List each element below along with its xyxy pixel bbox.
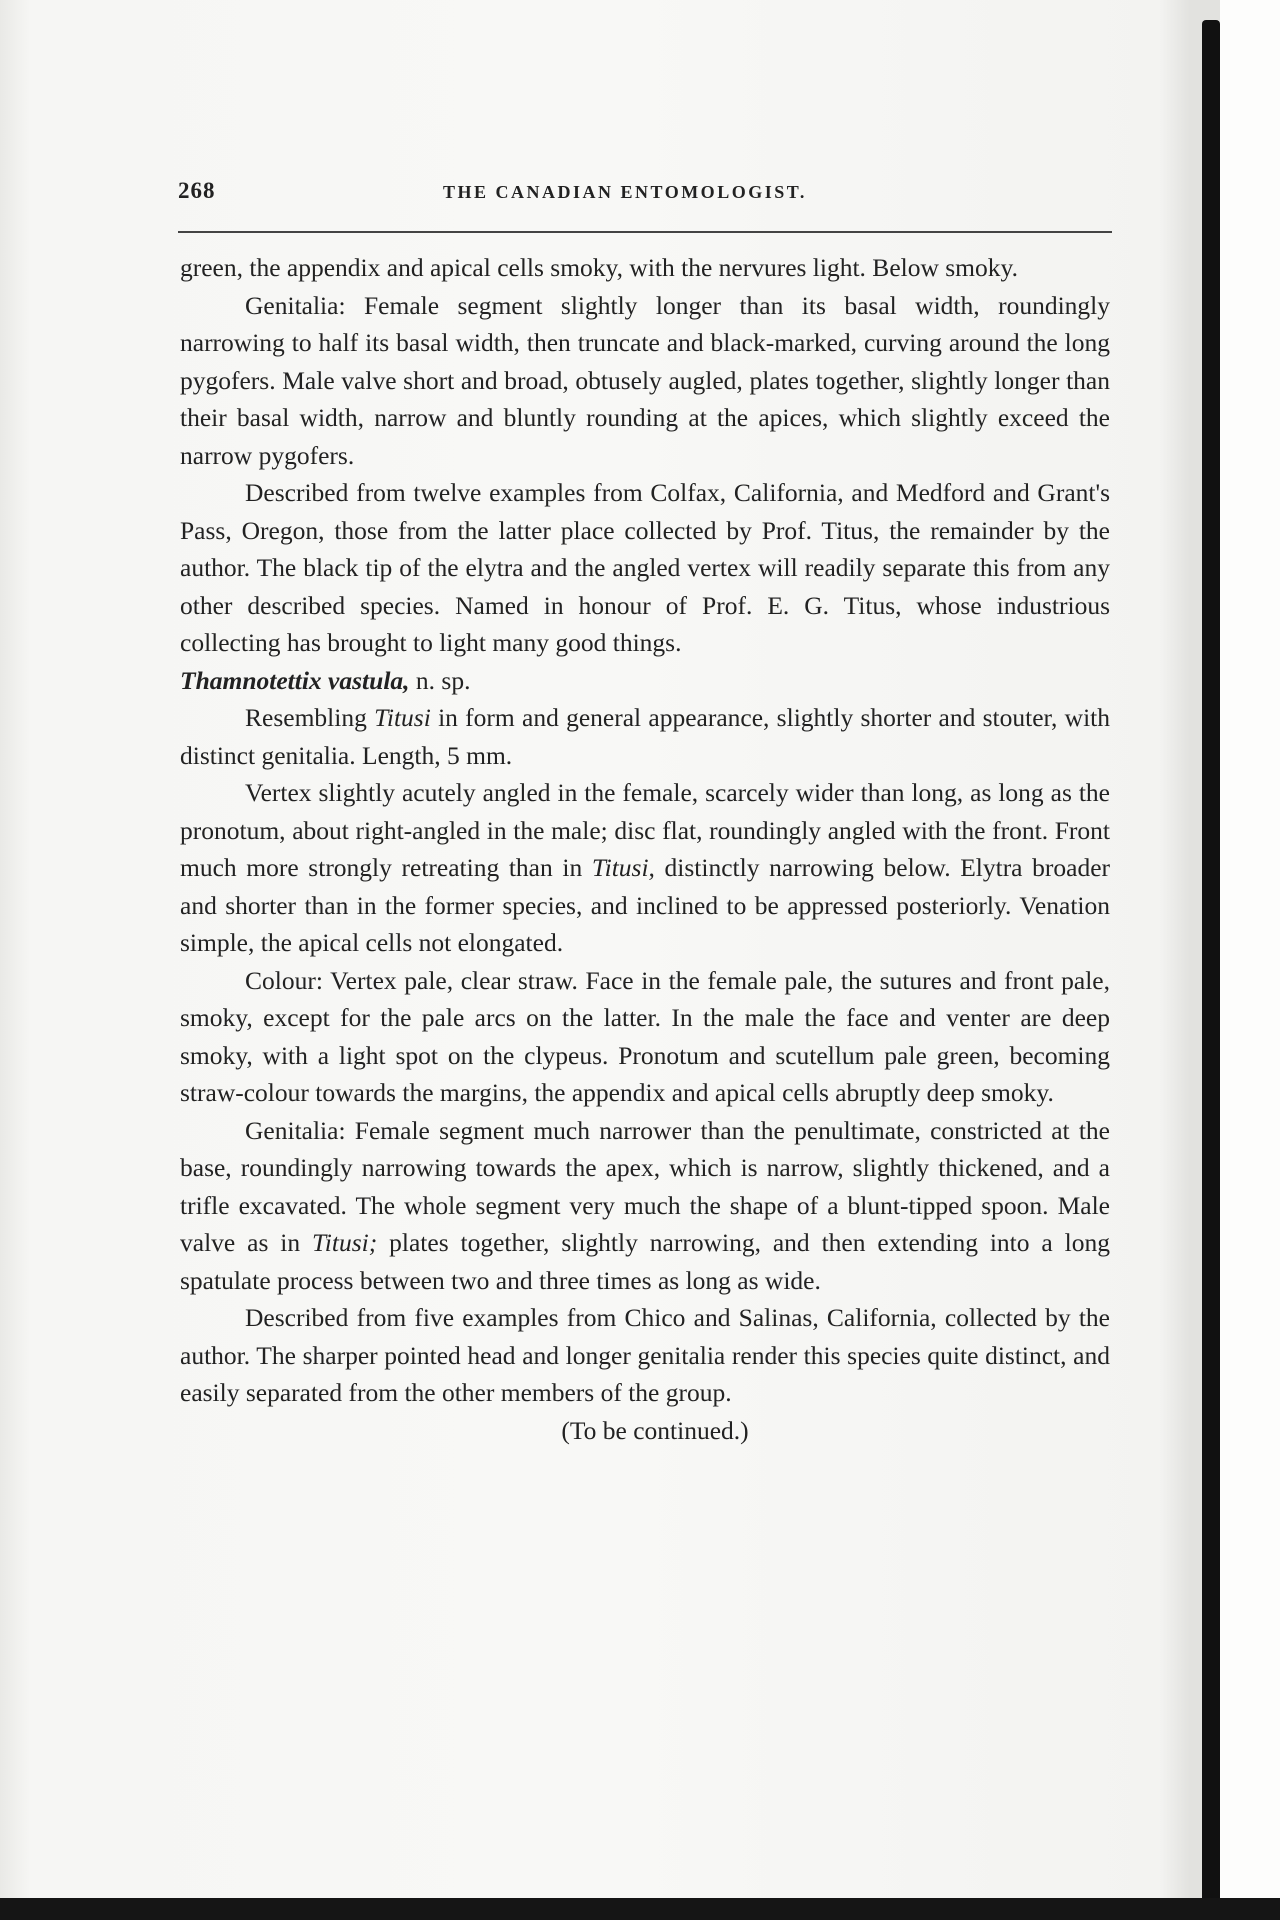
paragraph-7-italic: Titusi;: [312, 1228, 378, 1257]
paragraph-5: [180, 774, 1110, 962]
paragraph-4-text-a: Resembling: [245, 703, 375, 732]
paragraph-7-text-b: plates together, slightly narrowing, and then extending into a long spatulate process between two and three times as long as wide.: [180, 1228, 1110, 1295]
paragraph-4: [180, 699, 1110, 774]
species-heading: [180, 662, 1110, 700]
bottom-edge: [0, 1898, 1280, 1920]
paragraph-4-text-b: in form and general appearance, slightly shorter and stouter, with distinct genitalia. Length, 5 mm.: [180, 703, 1110, 770]
paragraph-1: green, the appendix and apical cells smoky, with the nervures light. Below smoky.: [180, 253, 1018, 282]
species-name: Thamnotettix vastula,: [180, 665, 410, 695]
paragraph-7: [180, 1112, 1110, 1300]
right-margin: [1220, 0, 1280, 1920]
paragraph-7-text-a: Genitalia: Female segment much narrower than the penultimate, constricted at the base, roundingly narrowing towards the apex, which is narrow, slightly thickened, and a trifle excavated. The whole segment very much the shape of a blunt-tipped spoon. Male valve as in: [180, 1115, 1110, 1257]
paragraph-6: Colour: Vertex pale, clear straw. Face in the female pale, the sutures and front pale, smoky, except for the pale arcs on the latter. In the male the face and venter are deep smoky, with a light spot on the clypeus. Pronotum and scutellum pale green, becoming straw-colour towards the margins, the appendix and apical cells abruptly deep smoky.: [180, 965, 1110, 1107]
paragraph-5-italic: Titusi,: [591, 853, 655, 882]
to-be-continued: (To be continued.): [561, 1415, 749, 1445]
paragraph-5-text-a: Vertex slightly acutely angled in the female, scarcely wider than long, as long as the pronotum, about right-angled in the male; disc flat, roundingly angled with the front. Front much more strongly retreating than in: [180, 778, 1110, 882]
paragraph-5-text-b: distinctly narrowing below. Elytra broader and shorter than in the former species, and inclined to be appressed posteriorly. Venation simple, the apical cells not elongated.: [180, 853, 1110, 957]
paragraph-8: Described from five examples from Chico and Salinas, California, collected by the author. The sharper pointed head and longer genitalia render this species quite distinct, and easily separated from the other members of the group.: [180, 1303, 1110, 1407]
paragraph-2: Genitalia: Female segment slightly longer than its basal width, roundingly narrowing to half its basal width, then truncate and black-marked, curving around the long pygofers. Male valve short and broad, obtusely augled, plates together, slightly longer than their basal width, narrow and bluntly rounding at the apices, which slightly exceed the narrow pygofers.: [180, 290, 1110, 470]
page-header: [178, 178, 1112, 218]
body-text: [180, 249, 1110, 1449]
species-suffix: n. sp.: [409, 665, 471, 695]
header-rule: [178, 231, 1112, 233]
running-title: THE CANADIAN ENTOMOLOGIST.: [443, 182, 807, 202]
paragraph-4-italic: Titusi: [374, 703, 431, 732]
paragraph-3: Described from twelve examples from Colfax, California, and Medford and Grant's Pass, Oregon, those from the latter place collected by Prof. Titus, the remainder by the author. The black tip of the elytra and the angled vertex will readily separate this from any other described species. Named in honour of Prof. E. G. Titus, whose industrious collecting has brought to light many good things.: [180, 478, 1110, 657]
page-number: 268: [178, 178, 216, 203]
binding-edge: [1202, 20, 1220, 1905]
